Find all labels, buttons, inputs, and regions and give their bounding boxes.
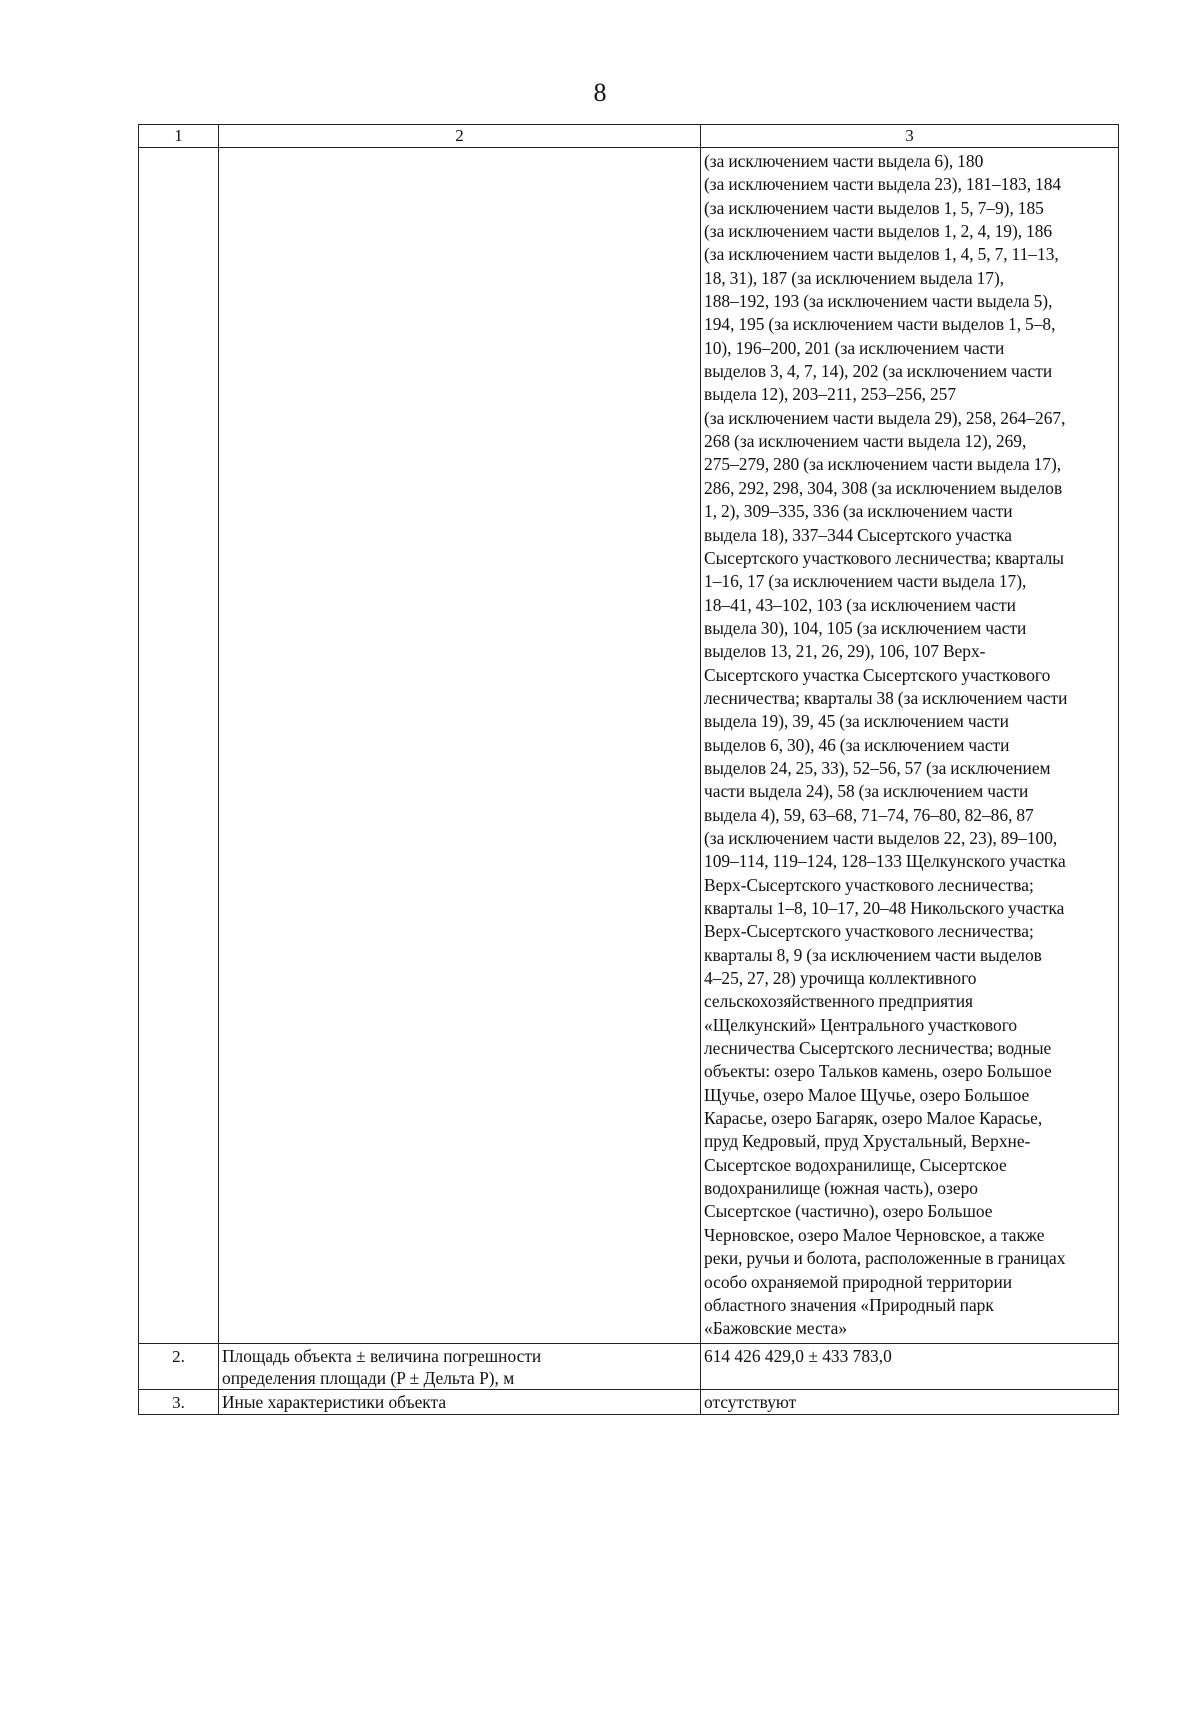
row1-value-line: реки, ручьи и болота, расположенные в границах — [704, 1248, 1066, 1269]
row1-value-line: 10), 196–200, 201 (за исключением части — [704, 337, 1005, 358]
page-number: 8 — [593, 78, 607, 107]
row1-value-line: Верх-Сысертского участкового лесничества; — [704, 874, 1034, 895]
characteristics-table — [138, 124, 1119, 1415]
row1-value-line: 268 (за исключением части выдела 12), 269, — [704, 431, 1027, 452]
row1-value-line: части выдела 24), 58 (за исключением части — [704, 781, 1029, 802]
row1-value-line: выдела 12), 203–211, 253–256, 257 — [704, 384, 957, 405]
row1-value-line: Верх-Сысертского участкового лесничества; — [704, 921, 1034, 942]
row1-value-line: выдела 18), 337–344 Сысертского участка — [704, 524, 1013, 545]
row1-value-line: выделов 6, 30), 46 (за исключением части — [704, 734, 1010, 755]
table-row-area — [139, 1343, 1119, 1389]
row1-value-line: (за исключением части выделов 1, 5, 7–9), 185 — [704, 197, 1044, 218]
row1-value-line: Сысертское (частично), озеро Большое — [704, 1201, 993, 1222]
row1-value-line: «Бажовские места» — [704, 1318, 848, 1339]
row1-value-line: 275–279, 280 (за исключением части выдела 17), — [704, 454, 1062, 475]
row2-label — [219, 1343, 701, 1389]
row1-value-cell — [701, 148, 1119, 1344]
row1-value-line: 194, 195 (за исключением части выделов 1, 5–8, — [704, 314, 1056, 335]
row1-value-line: выделов 3, 4, 7, 14), 202 (за исключением части — [704, 361, 1053, 382]
row3-value-text: отсутствуют — [704, 1391, 797, 1412]
row1-value-line: выдела 30), 104, 105 (за исключением части — [704, 617, 1027, 638]
row1-value-line: Сысертского участка Сысертского участкового — [704, 664, 1051, 685]
row1-value-line: выдела 19), 39, 45 (за исключением части — [704, 711, 1009, 732]
row1-value-line: Сысертского участкового лесничества; кварталы — [704, 547, 1064, 568]
row1-value-line: 1, 2), 309–335, 336 (за исключением части — [704, 501, 1013, 522]
row1-value-line: 286, 292, 298, 304, 308 (за исключением выделов — [704, 477, 1063, 498]
row3-number: 3. — [139, 1389, 219, 1414]
row1-value-line: кварталы 1–8, 10–17, 20–48 Никольского участка — [704, 898, 1065, 918]
row1-value-line: Сысертское водохранилище, Сысертское — [704, 1154, 1007, 1175]
row1-value-line: выделов 13, 21, 26, 29), 106, 107 Верх- — [704, 641, 986, 662]
row1-value-line: 18–41, 43–102, 103 (за исключением части — [704, 594, 1016, 615]
row1-number-cell — [139, 148, 219, 1344]
row1-value-line: выдела 4), 59, 63–68, 71–74, 76–80, 82–86, 87 — [704, 804, 1034, 825]
row1-value-line: объекты: озеро Тальков камень, озеро Большое — [704, 1061, 1052, 1082]
row1-value-line: (за исключением части выдела 29), 258, 264–267, — [704, 407, 1066, 428]
row1-value-line: областного значения «Природный парк — [704, 1294, 994, 1315]
row3-label-text: Иные характеристики объекта — [222, 1391, 447, 1412]
row3-label — [219, 1389, 701, 1414]
table-header-row — [139, 125, 1119, 148]
row2-value-text: 614 426 429,0 ± 433 783,0 — [704, 1345, 892, 1366]
row1-value-line: 109–114, 119–124, 128–133 Щелкунского участка — [704, 851, 1066, 872]
row1-value-line: (за исключением части выдела 23), 181–183, 184 — [704, 174, 1062, 195]
row1-value-line: кварталы 8, 9 (за исключением части выделов — [704, 944, 1042, 965]
row1-value-line: пруд Кедровый, пруд Хрустальный, Верхне- — [704, 1131, 1031, 1152]
row1-value-line: водохранилище (южная часть), озеро — [704, 1178, 978, 1199]
row1-value-line: 4–25, 27, 28) урочища коллективного — [704, 968, 977, 989]
row1-value-line: 188–192, 193 (за исключением части выдела 5), — [704, 291, 1053, 312]
row1-value-line: (за исключением части выдела 6), 180 — [704, 151, 984, 171]
row1-value-line: (за исключением части выделов 1, 4, 5, 7, 11–13, — [704, 244, 1059, 265]
row2-number: 2. — [139, 1343, 219, 1389]
row1-value-line: Щучье, озеро Малое Щучье, озеро Большое — [704, 1084, 1030, 1105]
row2-label-line: определения площади (P ± Дельта P), м — [222, 1367, 515, 1388]
header-col-3: 3 — [701, 125, 1119, 148]
row2-value — [701, 1343, 1119, 1389]
row1-value-line: лесничества Сысертского лесничества; водные — [704, 1038, 1052, 1059]
row1-value-line: лесничества; кварталы 38 (за исключением части — [704, 687, 1068, 708]
row1-value-line: 18, 31), 187 (за исключением выдела 17), — [704, 267, 1005, 288]
row1-value-line: сельскохозяйственного предприятия — [704, 991, 974, 1012]
row1-value-line: «Щелкунский» Центрального участкового — [704, 1014, 1018, 1035]
row1-value-line: выделов 24, 25, 33), 52–56, 57 (за исключением — [704, 757, 1051, 778]
row1-value-line: (за исключением части выделов 22, 23), 89–100, — [704, 827, 1058, 848]
row1-label-cell — [219, 148, 701, 1344]
row1-value-line: особо охраняемой природной территории — [704, 1271, 1013, 1292]
row1-value-line: Черновское, озеро Малое Черновское, а также — [704, 1224, 1045, 1245]
row3-value — [701, 1389, 1119, 1414]
header-col-2: 2 — [219, 125, 701, 148]
table-row-continuation — [139, 148, 1119, 1344]
header-col-1: 1 — [139, 125, 219, 148]
row1-value-line: (за исключением части выделов 1, 2, 4, 19), 186 — [704, 221, 1053, 242]
row1-value-line: 1–16, 17 (за исключением части выдела 17), — [704, 571, 1027, 592]
row1-value-line: Карасье, озеро Багаряк, озеро Малое Карасье, — [704, 1108, 1043, 1129]
row2-label-line: Площадь объекта ± величина погрешности — [222, 1345, 542, 1366]
table-row-other — [139, 1389, 1119, 1414]
